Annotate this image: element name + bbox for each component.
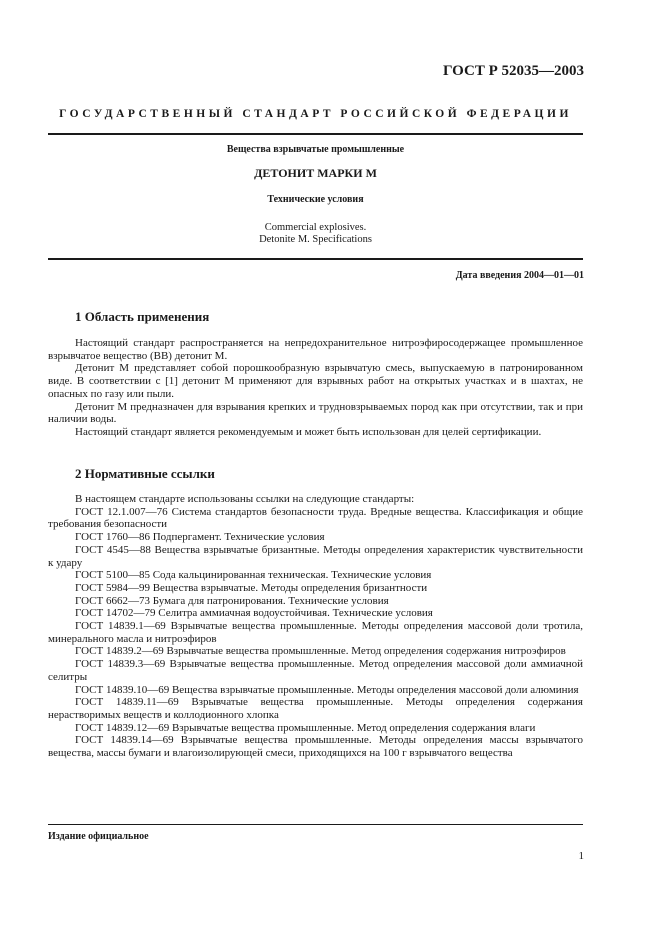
reference-item: ГОСТ 14839.12—69 Взрывчатые вещества промышленные. Метод определения содержания влаги — [75, 721, 536, 734]
footer-divider — [48, 824, 583, 825]
title-divider — [48, 258, 583, 260]
reference-item: ГОСТ 14839.11—69 Взрывчатые вещества промышленные. Методы определения содержания нерастворимых веществ и коллодионного хлопка — [48, 696, 583, 721]
reference-item: ГОСТ 6662—73 Бумага для патронирования. Технические условия — [75, 594, 389, 607]
section-2-body — [48, 493, 583, 760]
introduction-date: Дата введения 2004—01—01 — [455, 270, 584, 281]
paragraph: Детонит М представляет собой порошкообразную взрывчатую смесь, выпускаемую в патронированном виде. В соответствии с [1] детонит М применяют для взрывных работ на открытых участках и в шахтах, не опасных по газу или пыли. — [48, 362, 583, 400]
document-code: ГОСТ Р 52035—2003 — [442, 63, 584, 79]
paragraph: Настоящий стандарт является рекомендуемым и может быть использован для целей сертификации. — [75, 425, 542, 438]
organization-line: ГОСУДАРСТВЕННЫЙ СТАНДАРТ РОССИЙСКОЙ ФЕДЕРАЦИИ — [59, 108, 572, 120]
paragraph: В настоящем стандарте использованы ссылки на следующие стандарты: — [75, 493, 415, 505]
edition-label: Издание официальное — [48, 831, 149, 842]
reference-item: ГОСТ 14839.1—69 Взрывчатые вещества промышленные. Методы определения массовой доли тротила, минерального масла и нитроэфиров — [48, 620, 583, 645]
english-title — [48, 222, 583, 246]
english-title-line-2: Detonite M. Specifications — [259, 234, 372, 245]
reference-item: ГОСТ 14839.2—69 Взрывчатые вещества промышленные. Метод определения содержания нитроэфиров — [75, 645, 566, 658]
reference-item: ГОСТ 5984—99 Вещества взрывчатые. Методы определения бризантности — [75, 581, 428, 594]
top-divider — [48, 133, 583, 135]
reference-item: ГОСТ 12.1.007—76 Система стандартов безопасности труда. Вредные вещества. Классификация и общие требования безопасности — [48, 505, 583, 531]
paragraph: Детонит М предназначен для взрывания крепких и трудновзрываемых пород как при отсутствии, так и при наличии воды. — [48, 400, 583, 426]
reference-item: ГОСТ 4545—88 Вещества взрывчатые бризантные. Методы определения характеристик чувствительности к удару — [48, 543, 583, 569]
reference-item: ГОСТ 1760—86 Подпергамент. Технические условия — [75, 531, 325, 544]
subject-line: Вещества взрывчатые промышленные — [226, 144, 405, 155]
reference-item: ГОСТ 14839.3—69 Взрывчатые вещества промышленные. Метод определения массовой доли аммиачной селитры — [48, 658, 583, 683]
page-number: 1 — [578, 850, 584, 862]
document-title: ДЕТОНИТ МАРКИ М — [254, 166, 377, 180]
section-1-heading: 1 Область применения — [75, 309, 210, 324]
section-1-body — [48, 337, 583, 439]
reference-item: ГОСТ 14839.10—69 Вещества взрывчатые промышленные. Методы определения массовой доли алюминия — [75, 683, 579, 696]
specification-type: Технические условия — [267, 194, 364, 205]
reference-item: ГОСТ 14702—79 Селитра аммиачная водоустойчивая. Технические условия — [75, 607, 433, 620]
section-2-heading: 2 Нормативные ссылки — [75, 466, 215, 481]
reference-item: ГОСТ 14839.14—69 Взрывчатые вещества промышленные. Методы определения массы взрывчатого вещества, массы бумаги и влагоизолирующей смеси, приходящихся на 100 г взрывчатого вещества — [48, 734, 583, 760]
reference-item: ГОСТ 5100—85 Сода кальцинированная техническая. Технические условия — [75, 569, 432, 582]
english-title-line-1: Commercial explosives. — [264, 222, 367, 233]
paragraph: Настоящий стандарт распространяется на непредохранительное нитроэфиросодержащее промышленное взрывчатое вещество (ВВ) детонит М. — [48, 337, 583, 362]
